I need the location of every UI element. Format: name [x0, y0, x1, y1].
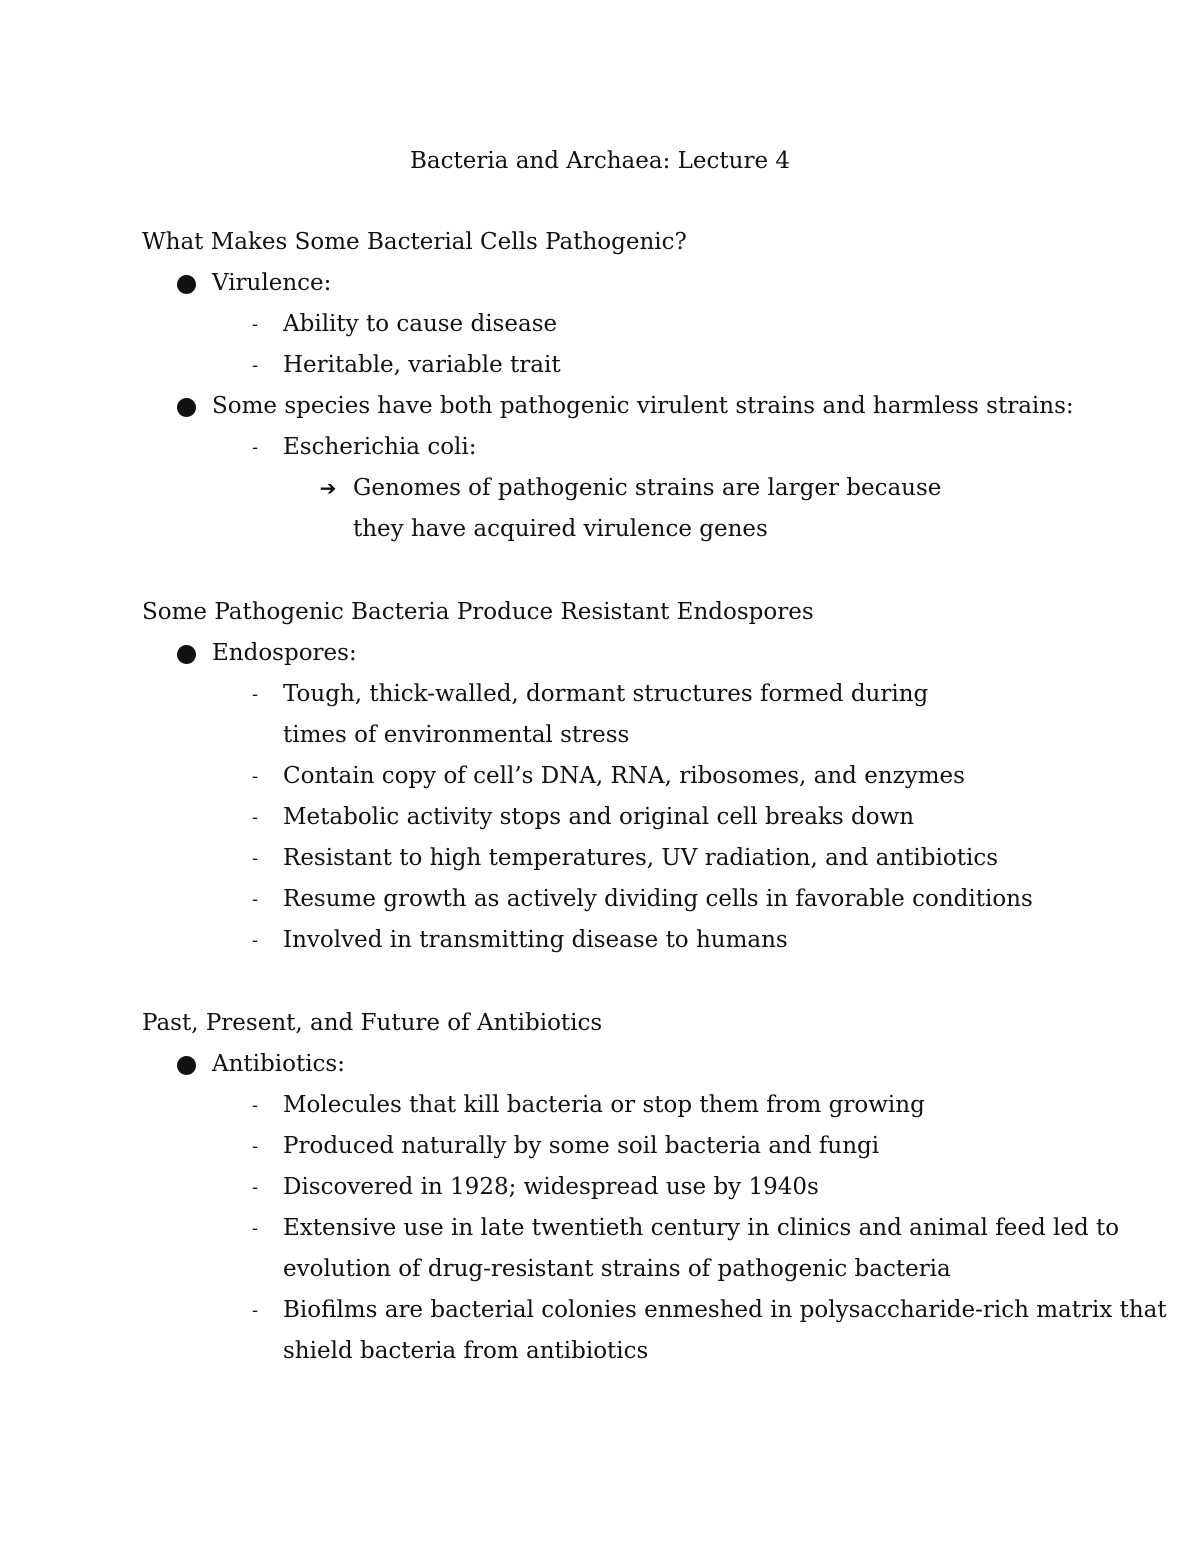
sub-item-text: Ability to cause disease [283, 311, 558, 337]
sub-item-text: Escherichia coli: [283, 434, 477, 460]
filled-circle-bullet-icon [177, 645, 196, 664]
dash-bullet-icon: - [251, 766, 259, 787]
section-heading: What Makes Some Bacterial Cells Pathogenic? [142, 229, 687, 255]
sub-item-text: Heritable, variable trait [283, 352, 561, 378]
sub-item [142, 756, 1102, 797]
sub-item [142, 797, 1102, 838]
bullet-item [142, 263, 1102, 304]
section-endospores [142, 592, 1102, 961]
sub-item [142, 920, 1102, 961]
sub-item [142, 1126, 1102, 1167]
sub-item-text: Discovered in 1928; widespread use by 1940s [283, 1174, 819, 1200]
bullet-item [142, 633, 1102, 674]
sub-item-text: Extensive use in late twentieth century in clinics and animal feed led to evolution of drug-resistant strains of pathogenic bacteria [283, 1215, 1120, 1282]
dash-bullet-icon: - [251, 1300, 259, 1321]
sub-item [142, 427, 1102, 468]
filled-circle-bullet-icon [177, 1056, 196, 1075]
arrow-sub-item-text: Genomes of pathogenic strains are larger because they have acquired virulence genes [353, 475, 942, 542]
sub-item-text: Tough, thick-walled, dormant structures formed during times of environmental stress [283, 681, 929, 748]
bullet-item [142, 386, 1102, 427]
sub-item [142, 1085, 1102, 1126]
sub-item [142, 674, 963, 756]
bullet-text: Endospores: [212, 640, 357, 666]
dash-bullet-icon: - [251, 848, 259, 869]
dash-bullet-icon: - [251, 684, 259, 705]
filled-circle-bullet-icon [177, 275, 196, 294]
sub-item-text: Metabolic activity stops and original cell breaks down [283, 804, 915, 830]
section-pathogenic [142, 222, 1102, 550]
sub-item-text: Contain copy of cell’s DNA, RNA, ribosomes, and enzymes [283, 763, 965, 789]
sub-item [142, 345, 1102, 386]
section-heading: Past, Present, and Future of Antibiotics [142, 1010, 603, 1036]
right-arrow-icon: ➔ [319, 476, 337, 500]
sub-item-text: Produced naturally by some soil bacteria and fungi [283, 1133, 880, 1159]
sub-item [142, 1208, 1200, 1290]
arrow-sub-item [142, 468, 973, 550]
sub-item-text: Resistant to high temperatures, UV radiation, and antibiotics [283, 845, 998, 871]
page-title: Bacteria and Archaea: Lecture 4 [409, 148, 791, 174]
sub-item [142, 1167, 1102, 1208]
dash-bullet-icon: - [251, 930, 259, 951]
sub-item [142, 304, 1102, 345]
dash-bullet-icon: - [251, 1136, 259, 1157]
section-heading: Some Pathogenic Bacteria Produce Resistant Endospores [142, 599, 814, 625]
sub-item [142, 1290, 1200, 1372]
filled-circle-bullet-icon [177, 398, 196, 417]
sub-item-text: Molecules that kill bacteria or stop them from growing [283, 1092, 925, 1118]
dash-bullet-icon: - [251, 889, 259, 910]
bullet-text: Virulence: [212, 270, 332, 296]
dash-bullet-icon: - [251, 355, 259, 376]
sub-item-text: Biofilms are bacterial colonies enmeshed in polysaccharide-rich matrix that shield bacteria from antibiotics [283, 1297, 1167, 1364]
dash-bullet-icon: - [251, 437, 259, 458]
sub-item-text: Involved in transmitting disease to humans [283, 927, 788, 953]
dash-bullet-icon: - [251, 1177, 259, 1198]
section-antibiotics [142, 1003, 1167, 1372]
sub-item-text: Resume growth as actively dividing cells in favorable conditions [283, 886, 1033, 912]
bullet-item [142, 1044, 1102, 1085]
dash-bullet-icon: - [251, 314, 259, 335]
bullet-text: Antibiotics: [212, 1051, 345, 1077]
dash-bullet-icon: - [251, 807, 259, 828]
dash-bullet-icon: - [251, 1218, 259, 1239]
sub-item [142, 838, 1102, 879]
bullet-text: Some species have both pathogenic virulent strains and harmless strains: [212, 393, 1074, 419]
dash-bullet-icon: - [251, 1095, 259, 1116]
sub-item [142, 879, 1102, 920]
